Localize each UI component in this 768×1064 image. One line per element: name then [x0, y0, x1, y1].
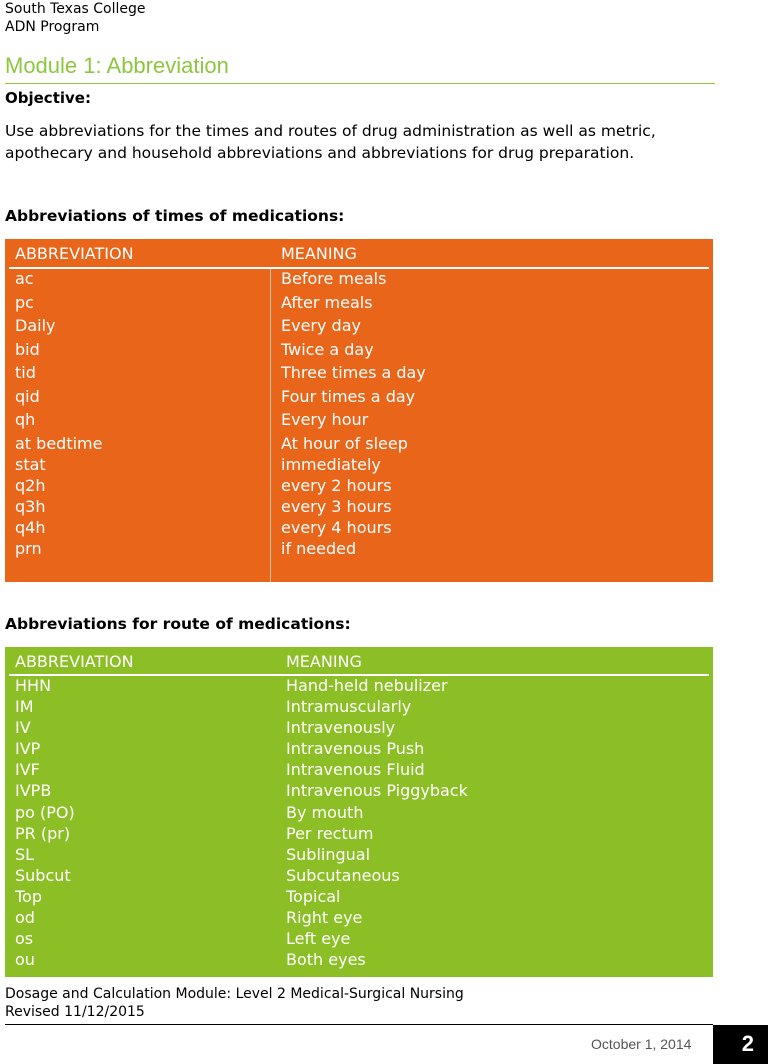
abbreviation-cell: Subcut — [15, 865, 71, 885]
table-row — [5, 781, 713, 802]
table-row — [5, 269, 713, 293]
meaning-cell: Both eyes — [286, 950, 366, 970]
abbreviation-cell: ou — [15, 950, 35, 970]
footer-course: Dosage and Calculation Module: Level 2 Medical-Surgical Nursing — [5, 986, 464, 1002]
meaning-cell: Hand-held nebulizer — [286, 676, 448, 695]
table-row — [5, 539, 713, 560]
meaning-cell: Intravenously — [286, 718, 396, 738]
abbreviation-cell: IV — [15, 718, 31, 738]
abbreviation-cell: IVP — [15, 739, 41, 759]
abbreviation-cell: IM — [15, 697, 34, 717]
routes-section-title: Abbreviations for route of medications: — [5, 615, 351, 633]
meaning-cell: Intramuscularly — [286, 697, 412, 717]
meaning-cell: Four times a day — [281, 386, 416, 406]
table-row — [5, 316, 713, 340]
abbreviation-cell: q2h — [15, 475, 46, 495]
times-table-header — [5, 239, 713, 267]
abbreviation-cell: tid — [15, 363, 36, 382]
college-name: South Texas College — [5, 1, 146, 17]
routes-header-abbreviation: ABBREVIATION — [15, 652, 134, 671]
table-row — [5, 950, 713, 971]
meaning-cell: Right eye — [286, 908, 363, 928]
meaning-cell: every 3 hours — [281, 496, 392, 516]
abbreviation-cell: Daily — [15, 316, 56, 335]
table-row — [5, 845, 713, 866]
table-row — [5, 434, 713, 455]
table-row — [5, 363, 713, 387]
abbreviation-cell: at bedtime — [15, 433, 103, 453]
page-number: 2 — [713, 1025, 768, 1064]
table-row — [5, 293, 713, 317]
meaning-cell: every 2 hours — [281, 475, 392, 495]
times-header-abbreviation: ABBREVIATION — [15, 244, 134, 263]
title-divider — [5, 83, 715, 84]
meaning-cell: At hour of sleep — [281, 433, 408, 453]
abbreviation-cell: HHN — [15, 676, 52, 695]
table-row — [5, 824, 713, 845]
meaning-cell: By mouth — [286, 802, 364, 822]
abbreviation-cell: os — [15, 929, 34, 949]
table-row — [5, 455, 713, 476]
abbreviation-cell: stat — [15, 454, 46, 474]
abbreviation-cell: IVPB — [15, 781, 52, 801]
meaning-cell: After meals — [281, 292, 373, 312]
meaning-cell: Per rectum — [286, 823, 374, 843]
table-row — [5, 340, 713, 364]
abbreviation-cell: Top — [15, 886, 42, 906]
module-title: Module 1: Abbreviation — [5, 53, 229, 78]
abbreviation-cell: prn — [15, 538, 42, 558]
abbreviation-cell: od — [15, 908, 35, 928]
table-row — [5, 739, 713, 760]
abbreviation-cell: po (PO) — [15, 802, 75, 822]
abbreviation-cell: qh — [15, 410, 36, 429]
meaning-cell: Three times a day — [281, 363, 426, 382]
table-row — [5, 410, 713, 434]
table-row — [5, 803, 713, 824]
meaning-cell: Subcutaneous — [286, 865, 400, 885]
meaning-cell: immediately — [281, 454, 381, 474]
meaning-cell: Sublingual — [286, 844, 371, 864]
table-row — [5, 697, 713, 718]
table-row — [5, 866, 713, 887]
abbreviation-cell: IVF — [15, 760, 40, 780]
meaning-cell: Before meals — [281, 269, 387, 288]
abbreviation-cell: qid — [15, 386, 40, 406]
table-row — [5, 518, 713, 539]
footer-text — [5, 985, 464, 1021]
times-section-title: Abbreviations of times of medications: — [5, 207, 345, 225]
meaning-cell: every 4 hours — [281, 517, 392, 537]
meaning-cell: Intravenous Fluid — [286, 760, 425, 780]
footer-divider — [5, 1024, 713, 1025]
document-header — [5, 0, 146, 36]
abbreviation-cell: ac — [15, 269, 34, 288]
meaning-cell: if needed — [281, 538, 357, 558]
abbreviation-cell: pc — [15, 292, 34, 312]
objective-label: Objective: — [5, 89, 91, 107]
table-row — [5, 476, 713, 497]
routes-table-header — [5, 647, 713, 673]
abbreviation-cell: q3h — [15, 496, 46, 516]
routes-rows — [5, 676, 713, 971]
times-header-meaning: MEANING — [281, 244, 357, 263]
program-name: ADN Program — [5, 19, 100, 35]
abbreviation-cell: bid — [15, 339, 40, 359]
times-rows — [5, 269, 713, 560]
routes-table — [5, 647, 713, 977]
meaning-cell: Topical — [286, 886, 341, 906]
objective-text: Use abbreviations for the times and routes of drug administration as well as metric, apothecary and household abbreviations and abbreviations for drug preparation. — [5, 122, 656, 162]
footer-revised: Revised 11/12/2015 — [5, 1004, 145, 1020]
table-row — [5, 718, 713, 739]
table-row — [5, 497, 713, 518]
meaning-cell: Intravenous Piggyback — [286, 781, 468, 801]
table-row — [5, 676, 713, 697]
table-row — [5, 887, 713, 908]
table-row — [5, 908, 713, 929]
abbreviation-cell: PR (pr) — [15, 823, 71, 843]
abbreviation-cell: q4h — [15, 517, 46, 537]
times-table — [5, 239, 713, 582]
routes-header-meaning: MEANING — [286, 652, 362, 671]
table-row — [5, 929, 713, 950]
table-row — [5, 760, 713, 781]
meaning-cell: Every hour — [281, 410, 369, 429]
meaning-cell: Intravenous Push — [286, 739, 425, 759]
abbreviation-cell: SL — [15, 844, 35, 864]
meaning-cell: Left eye — [286, 929, 351, 949]
table-row — [5, 387, 713, 411]
footer-date: October 1, 2014 — [591, 1036, 692, 1052]
meaning-cell: Twice a day — [281, 339, 374, 359]
meaning-cell: Every day — [281, 316, 361, 335]
